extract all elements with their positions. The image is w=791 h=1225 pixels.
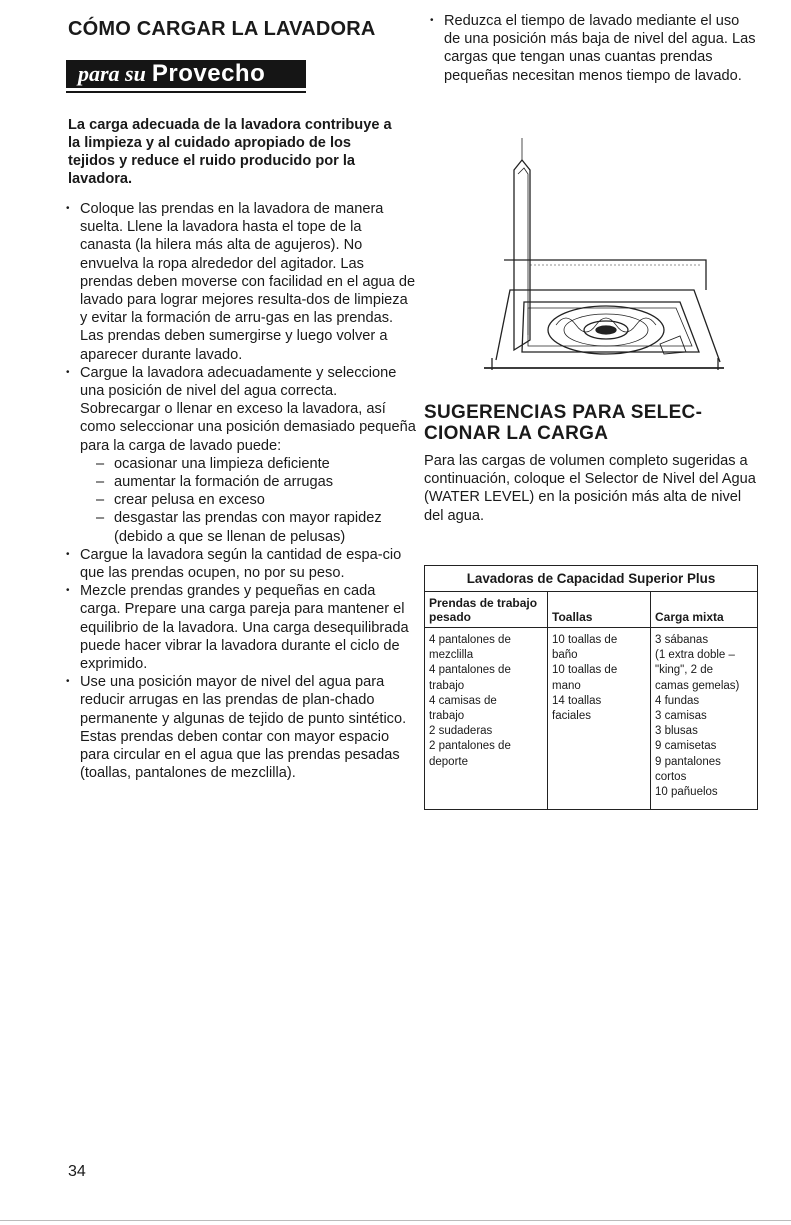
table-cell-line: mezclilla <box>429 649 474 662</box>
table-cell-line: cortos <box>655 770 687 783</box>
table-cell-line: 9 pantalones <box>655 755 721 768</box>
right-tips-list <box>428 12 758 85</box>
list-item <box>64 200 416 364</box>
table-cell-line: 3 sábanas <box>655 634 709 646</box>
table-cell-line: 4 camisas de <box>429 694 497 707</box>
banner-bold-text: Provecho <box>151 60 266 87</box>
table-cell-mixed <box>651 628 758 810</box>
table-cell-line: 9 camisetas <box>655 740 717 753</box>
table-cell-line: 10 pañuelos <box>655 786 718 799</box>
washer-tub-illustration <box>484 130 724 390</box>
sub-list-item: – ocasionar una limpieza deficiente <box>96 455 330 472</box>
section-heading: SUGERENCIAS PARA SELEC-CIONAR LA CARGA <box>424 402 703 444</box>
table-cell-heavy-work <box>425 628 548 810</box>
section-paragraph: Para las cargas de volumen completo sugeridas a continuación, coloque el Selector de Nivel del Agua (WATER LEVEL) en la posición más alta de nivel del agua. <box>424 453 756 524</box>
list-item-text: Use una posición mayor de nivel del agua para reducir arrugas en las prendas de plan-chado permanente y algunas de tejido de punto sintético. Estas prendas deben contar con mayor espacio para circular en el agua que las prendas pesadas (toallas, pantalones de mezclilla). <box>80 674 407 782</box>
list-item-text: Reduzca el tiempo de lavado mediante el uso de una posición más baja de nivel del agua. Las cargas que tengan unas cuantas prendas pequeñas necesitan menos tiempo de lavado. <box>444 13 756 84</box>
table-header-heavy-work: Prendas de trabajo pesado <box>425 592 548 628</box>
table-cell-line: 2 sudaderas <box>429 725 493 738</box>
loading-tips-list <box>64 200 416 783</box>
para-su-provecho-banner <box>66 60 306 88</box>
sub-list-item-text: crear pelusa en exceso <box>114 492 265 509</box>
table-cell-line: deporte <box>429 755 469 768</box>
table-cell-line: 2 pantalones de <box>429 740 511 753</box>
table-cell-line: trabajo <box>429 679 465 692</box>
table-cell-line: mano <box>552 679 581 692</box>
list-item-text: Cargue la lavadora adecuadamente y seleccione una posición de nivel del agua correcta. Sobrecargar o llenar en exceso la lavadora, así como seleccionar una posición demasiado pequeña para la carga de lavado puede: <box>80 364 416 454</box>
table-cell-line: baño <box>552 649 578 662</box>
sub-list-item: – desgastar las prendas con mayor rapidez (debido a que se llenan de pelusas) <box>96 510 382 545</box>
table-cell-line: trabajo <box>429 710 465 723</box>
sub-list-item-text: desgastar las prendas con mayor rapidez (debido a que se llenan de pelusas) <box>114 510 382 545</box>
sub-list-item-text: ocasionar una limpieza deficiente <box>114 455 330 472</box>
table-header-towels: Toallas <box>548 592 651 628</box>
table-caption: Lavadoras de Capacidad Superior Plus <box>425 566 757 592</box>
list-item <box>64 364 416 546</box>
list-item <box>428 12 758 85</box>
table-cell-line: "king", 2 de <box>655 664 714 677</box>
load-table <box>424 565 758 810</box>
table-header-mixed: Carga mixta <box>651 592 758 628</box>
table-cell-towels <box>548 628 651 810</box>
table-cell-line: 10 toallas de <box>552 634 618 646</box>
list-item-text: Coloque las prendas en la lavadora de manera suelta. Llene la lavadora hasta el tope de la canasta (la hilera más alta de agujeros). No envuelva la ropa alrededor del agitador. Las prendas deben moverse con facilidad en el agua de lavado para lograr mejores resulta-dos de limpieza y evitar la formación de arru-gas en las prendas. Las prendas deben sumergirse y luego volver a aparecer durante lavado. <box>80 201 416 363</box>
list-item-text: Mezcle prendas grandes y pequeñas en cada carga. Prepare una carga pareja para mantener el equilibrio de la lavadora. Una carga desequilibrada puede hacer vibrar la lavadora durante el ciclo de exprimido. <box>80 583 409 673</box>
sub-list-item: – aumentar la formación de arrugas <box>96 474 334 491</box>
list-item <box>64 673 416 782</box>
sub-list-item: – crear pelusa en exceso <box>96 492 265 509</box>
table-cell-line: 4 pantalones de <box>429 664 511 677</box>
table-cell-line: 10 toallas de <box>552 664 618 677</box>
list-item-text: Cargue la lavadora según la cantidad de espa-cio que las prendas ocupen, no por su peso. <box>80 546 402 582</box>
page-bottom-rule <box>0 1220 791 1221</box>
table-cell-line: 4 pantalones de <box>429 634 511 646</box>
table-cell-line: 4 fundas <box>655 694 700 707</box>
sub-list-item-text: aumentar la formación de arrugas <box>114 474 334 491</box>
intro-paragraph: La carga adecuada de la lavadora contribuye a la limpieza y al cuidado apropiado de los tejidos y reduce el ruido producido por la lavadora. <box>68 117 392 187</box>
table-cell-line: faciales <box>552 710 591 723</box>
page-title: CÓMO CARGAR LA LAVADORA <box>68 18 376 40</box>
page-number: 34 <box>68 1163 86 1180</box>
overload-consequences-list <box>80 455 416 546</box>
list-item <box>64 546 416 582</box>
table-cell-line: 3 camisas <box>655 710 707 723</box>
table-cell-line: 14 toallas <box>552 694 602 707</box>
table-cell-line: (1 extra doble – <box>655 649 735 662</box>
table-cell-line: camas gemelas) <box>655 679 740 692</box>
banner-underline <box>66 91 306 93</box>
banner-script-text: para su <box>78 61 146 86</box>
table-cell-line: 3 blusas <box>655 725 698 738</box>
list-item <box>64 582 416 673</box>
